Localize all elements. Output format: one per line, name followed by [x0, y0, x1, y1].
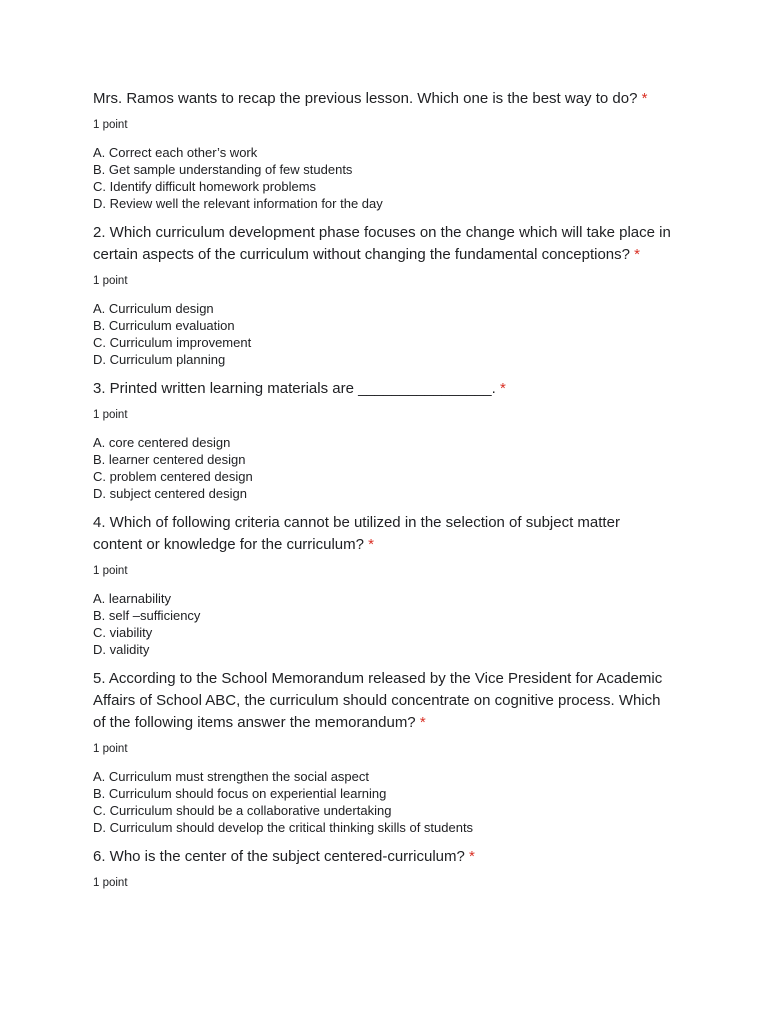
option-a: A. Curriculum design: [93, 301, 214, 316]
question-title: [93, 222, 673, 266]
question-5: [93, 668, 673, 836]
option-c: C. Curriculum should be a collaborative undertaking: [93, 803, 392, 818]
points-label: 1 point: [93, 119, 128, 131]
option-d: D. Curriculum planning: [93, 352, 226, 367]
question-4: [93, 512, 673, 658]
points-label: 1 point: [93, 275, 128, 287]
question-title: [93, 88, 673, 110]
option-c: C. problem centered design: [93, 469, 253, 484]
option-a: A. Curriculum must strengthen the social aspect: [93, 769, 370, 784]
option-a: A. Correct each other’s work: [93, 145, 258, 160]
required-asterisk: *: [641, 90, 648, 107]
quiz-document: [93, 88, 673, 902]
option-b: B. Get sample understanding of few students: [93, 162, 353, 177]
required-asterisk: *: [419, 714, 426, 731]
options-list: [93, 768, 673, 836]
option-d: D. Review well the relevant information for the day: [93, 196, 383, 211]
option-c: C. Curriculum improvement: [93, 335, 252, 350]
points-label: 1 point: [93, 743, 128, 755]
points-label: 1 point: [93, 409, 128, 421]
option-c: C. Identify difficult homework problems: [93, 179, 317, 194]
option-b: B. Curriculum evaluation: [93, 318, 235, 333]
question-2: [93, 222, 673, 368]
required-asterisk: *: [469, 848, 475, 865]
option-b: B. Curriculum should focus on experiential learning: [93, 786, 387, 801]
question-title: [93, 668, 673, 734]
required-asterisk: *: [499, 380, 506, 397]
option-a: A. learnability: [93, 591, 172, 606]
option-b: B. self –sufficiency: [93, 608, 201, 623]
option-d: D. validity: [93, 642, 150, 657]
question-text: 4. Which of following criteria cannot be utilized in the selection of subject matter content or knowledge for the curriculum?: [93, 514, 620, 553]
option-d: D. Curriculum should develop the critical thinking skills of students: [93, 820, 474, 835]
required-asterisk: *: [634, 246, 640, 263]
question-text: Mrs. Ramos wants to recap the previous lesson. Which one is the best way to do?: [93, 90, 638, 107]
option-c: C. viability: [93, 625, 153, 640]
question-title: [93, 512, 673, 556]
question-3: [93, 378, 673, 502]
question-1: [93, 88, 673, 212]
question-title: [93, 378, 673, 400]
question-text: 5. According to the School Memorandum released by the Vice President for Academic Affairs of School ABC, the curriculum should concentrate on cognitive process. Which of the following items answer the memorandum?: [93, 670, 663, 731]
options-list: [93, 434, 673, 502]
options-list: [93, 300, 673, 368]
option-a: A. core centered design: [93, 435, 231, 450]
options-list: [93, 590, 673, 658]
question-6: [93, 846, 673, 890]
options-list: [93, 144, 673, 212]
option-b: B. learner centered design: [93, 452, 246, 467]
option-d: D. subject centered design: [93, 486, 247, 501]
question-text: 6. Who is the center of the subject centered-curriculum?: [93, 848, 465, 865]
question-text: 2. Which curriculum development phase focuses on the change which will take place in certain aspects of the curriculum without changing the fundamental conceptions?: [93, 224, 671, 263]
points-label: 1 point: [93, 877, 128, 889]
required-asterisk: *: [368, 536, 374, 553]
points-label: 1 point: [93, 565, 128, 577]
question-title: [93, 846, 673, 868]
question-text: 3. Printed written learning materials are ________________.: [93, 380, 496, 397]
